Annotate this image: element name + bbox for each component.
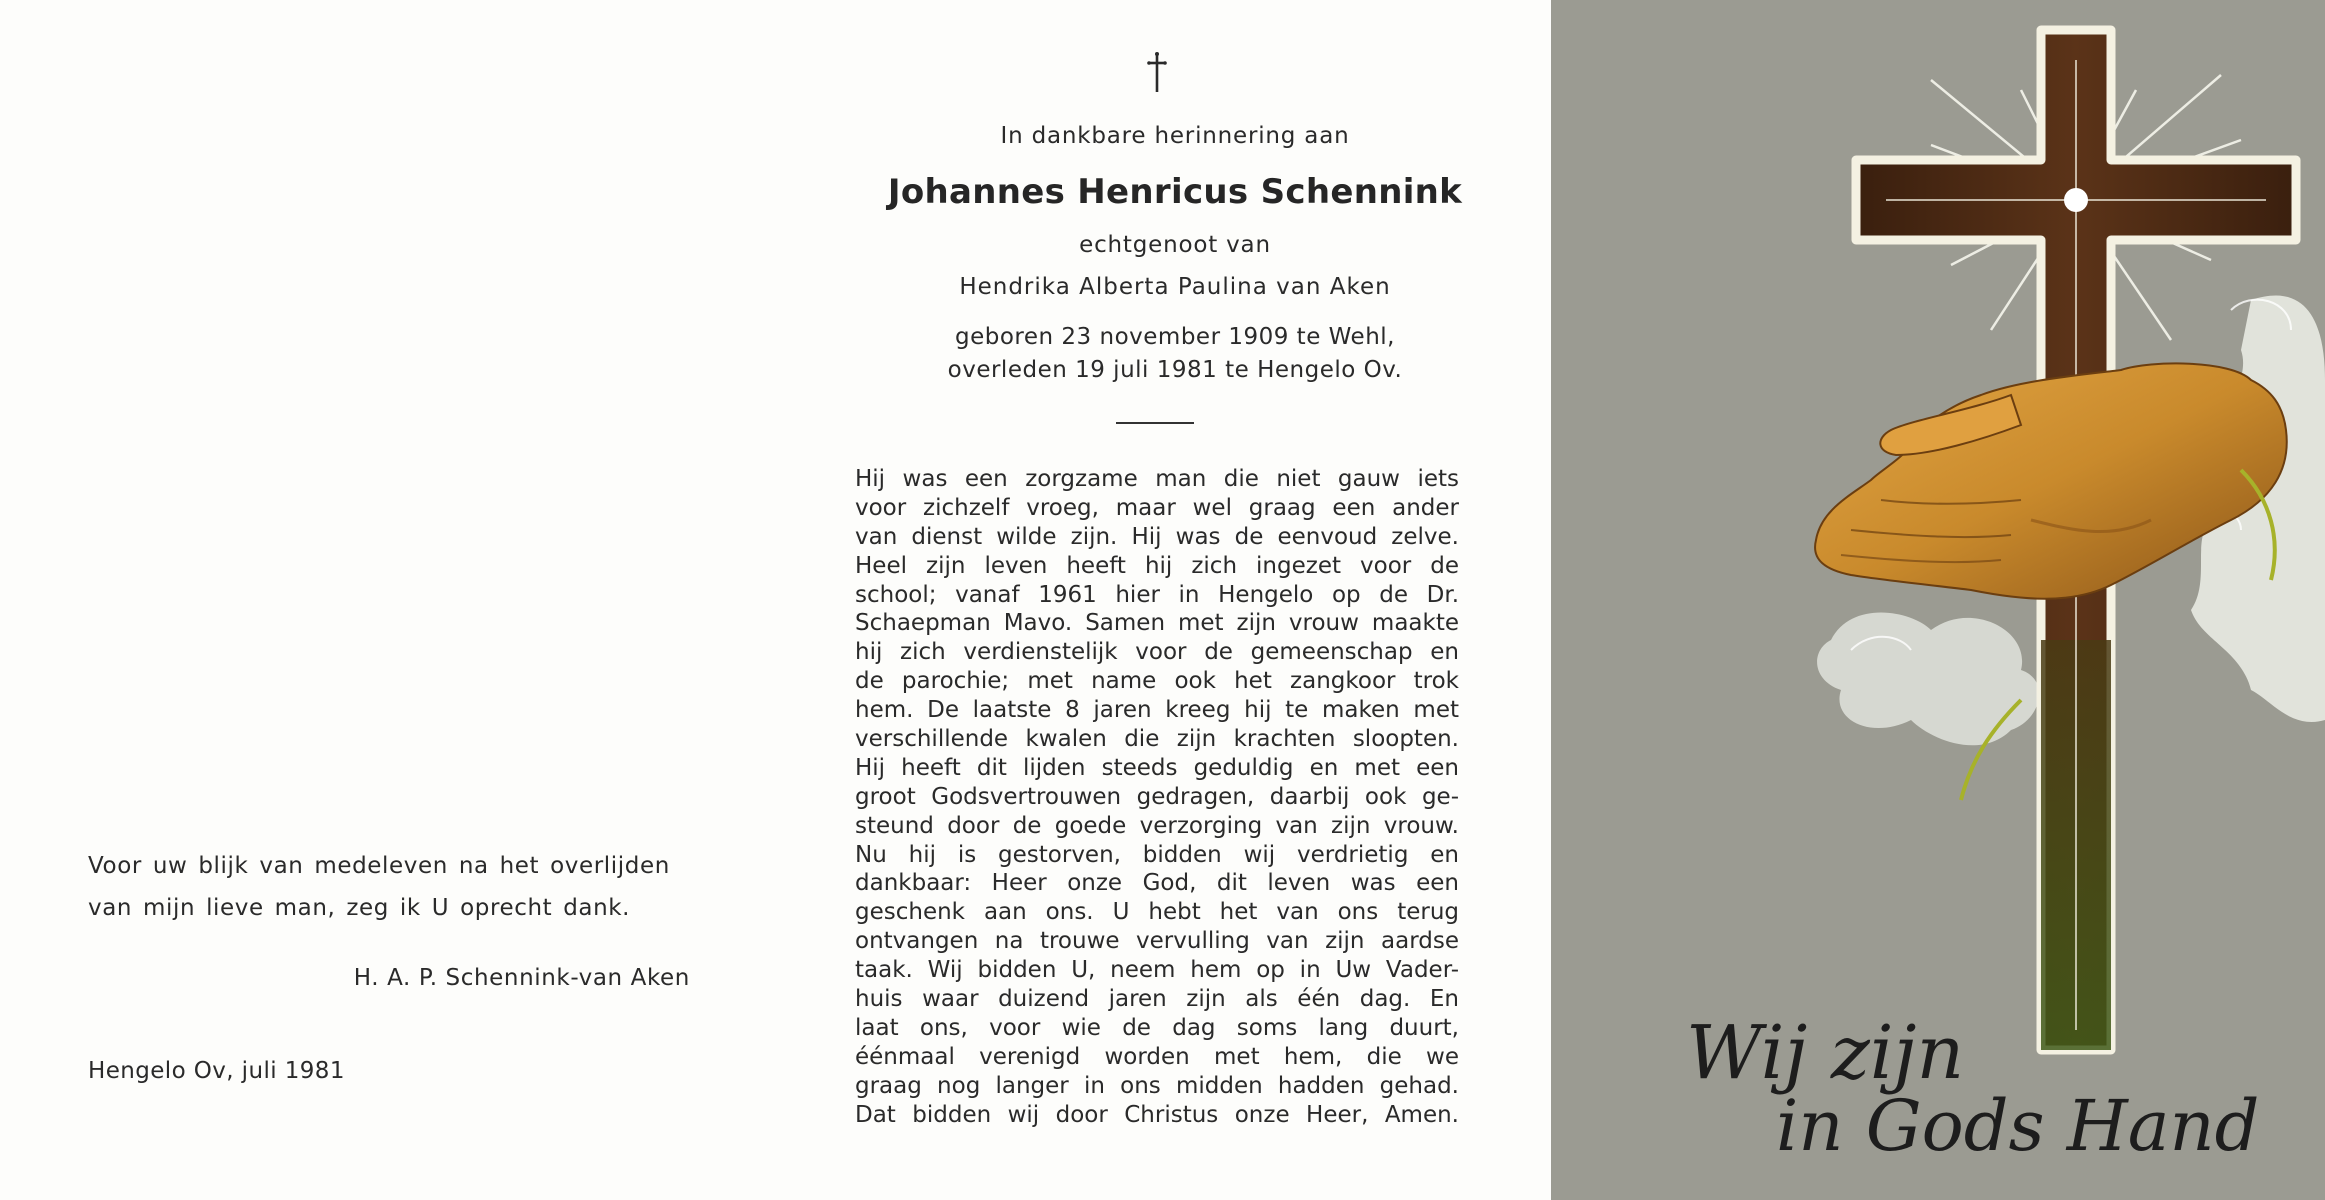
text-line: Hij was een zorgzame man die niet gauw iets bbox=[855, 466, 1459, 492]
text-line: taak. Wij bidden U, neem hem op in Uw Vader- bbox=[855, 957, 1459, 984]
thank-you-line: van mijn lieve man, zeg ik U oprecht dank. bbox=[88, 895, 631, 921]
thank-you-line: Voor uw blijk van medeleven na het overlijden bbox=[88, 853, 670, 879]
cross-icon bbox=[1145, 50, 1169, 94]
birth-date: geboren 23 november 1909 te Wehl, bbox=[955, 324, 1395, 350]
text-line: huis waar duizend jaren zijn als één dag. En bbox=[855, 986, 1459, 1013]
thank-you-panel bbox=[0, 0, 780, 1200]
text-line: graag nog langer in ons midden hadden gehad. bbox=[855, 1072, 1459, 1099]
illustration-panel bbox=[1551, 0, 2325, 1200]
text-line: éénmaal verenigd worden met hem, die we bbox=[855, 1043, 1459, 1070]
deceased-name: Johannes Henricus Schennink bbox=[887, 172, 1463, 212]
intro-line: In dankbare herinnering aan bbox=[1000, 123, 1350, 149]
text-line: steund door de goede verzorging van zijn vrouw. bbox=[855, 812, 1459, 839]
text-line: school; vanaf 1961 hier in Hengelo op de Dr. bbox=[855, 581, 1459, 608]
text-line: ontvangen na trouwe vervulling van zijn aardse bbox=[855, 928, 1459, 955]
text-line: Dat bidden wij door Christus onze Heer, Amen. bbox=[855, 1101, 1459, 1128]
motto-line-1: Wij zijn bbox=[1686, 1010, 1965, 1096]
memorial-text bbox=[855, 465, 1459, 1129]
text-line: laat ons, voor wie de dag soms lang duurt, bbox=[855, 1014, 1459, 1041]
text-line: Heel zijn leven heeft hij zich ingezet voor de bbox=[855, 552, 1459, 579]
motto-line-2: in Gods Hand bbox=[1776, 1085, 2260, 1167]
text-line: van dienst wilde zijn. Hij was de eenvoud zelve. bbox=[855, 523, 1459, 550]
text-line: Hij heeft dit lijden steeds geduldig en met een bbox=[855, 754, 1459, 781]
place-date: Hengelo Ov, juli 1981 bbox=[88, 1058, 345, 1084]
death-date: overleden 19 juli 1981 te Hengelo Ov. bbox=[947, 357, 1403, 383]
memorial-text-panel bbox=[800, 0, 1550, 1200]
text-line: Schaepman Mavo. Samen met zijn vrouw maakte bbox=[855, 610, 1459, 637]
text-line: voor zichzelf vroeg, maar wel graag een ander bbox=[855, 494, 1459, 521]
text-line: Nu hij is gestorven, bidden wij verdrietig en bbox=[855, 841, 1459, 868]
text-line: verschillende kwalen die zijn krachten sloopten. bbox=[855, 726, 1459, 753]
text-line: groot Godsvertrouwen gedragen, daarbij ook ge- bbox=[855, 783, 1459, 810]
text-line: hem. De laatste 8 jaren kreeg hij te maken met bbox=[855, 697, 1459, 724]
divider bbox=[1116, 422, 1194, 424]
spouse-name: Hendrika Alberta Paulina van Aken bbox=[959, 274, 1391, 300]
text-line: geschenk aan ons. U hebt het van ons terug bbox=[855, 899, 1459, 926]
text-line: dankbaar: Heer onze God, dit leven was een bbox=[855, 870, 1459, 897]
thank-you-message bbox=[88, 845, 708, 929]
spouse-label: echtgenoot van bbox=[1079, 232, 1271, 258]
text-line: hij zich verdienstelijk voor de gemeenschap en bbox=[855, 639, 1459, 666]
text-line: de parochie; met name ook het zangkoor trok bbox=[855, 668, 1459, 695]
signature: H. A. P. Schennink-van Aken bbox=[353, 965, 690, 991]
